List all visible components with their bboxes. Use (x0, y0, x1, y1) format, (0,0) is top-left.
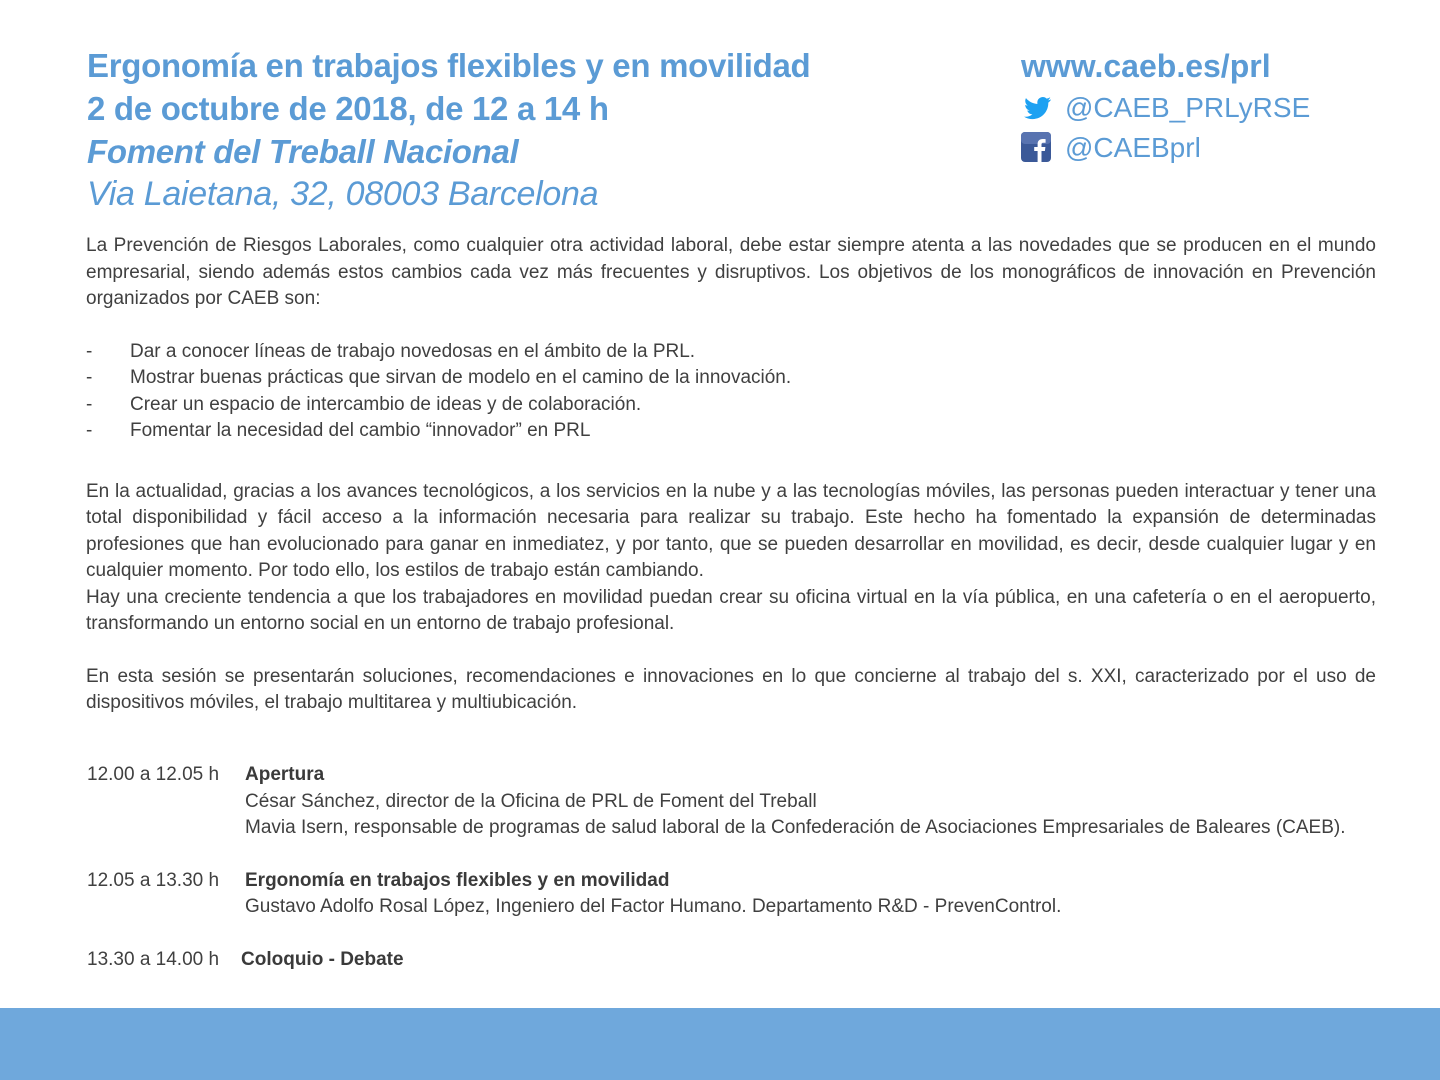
agenda-title: Ergonomía en trabajos flexibles y en movilidad (245, 869, 670, 891)
agenda (87, 762, 1417, 973)
footer-bar (0, 1008, 1440, 1080)
objective-text: Crear un espacio de intercambio de ideas y de colaboración. (130, 393, 642, 415)
event-header (87, 44, 987, 216)
event-venue: Foment del Treball Nacional (87, 133, 519, 170)
bullet-dash: - (86, 367, 93, 388)
facebook-icon (1021, 132, 1053, 164)
twitter-row[interactable] (1021, 88, 1421, 128)
bullet-dash: - (86, 420, 93, 441)
list-item (86, 418, 1376, 445)
event-address: Via Laietana, 32, 08003 Barcelona (87, 175, 599, 213)
agenda-title: Apertura (245, 764, 325, 785)
agenda-speaker: Mavia Isern, responsable de programas de salud laboral de la Confederación de Asociaciones Empresariales de Baleares (CAEB). (245, 817, 1346, 838)
facebook-handle: @CAEBprl (1065, 132, 1201, 163)
agenda-item (87, 947, 1417, 974)
event-title: Ergonomía en trabajos flexibles y en movilidad (87, 47, 811, 84)
trend-paragraph: Hay una creciente tendencia a que los trabajadores en movilidad puedan crear su oficina virtual en la vía pública, en una cafetería o en el aeropuerto, transformando un entorno social en un entorno de trabajo profesional. (86, 586, 1376, 634)
agenda-time: 12.00 a 12.05 h (87, 764, 220, 785)
bullet-dash: - (86, 340, 93, 362)
list-item (86, 365, 1376, 392)
intro-paragraph: La Prevención de Riesgos Laborales, como cualquier otra actividad laboral, debe estar siempre atenta a las novedades que se producen en el mundo empresarial, siendo además estos cambios cada vez más frecuentes y disruptivos. Los objetivos de los monográficos de innovación en Prevención organizados por CAEB son: (86, 235, 1376, 309)
website-link[interactable]: www.caeb.es/prl (1021, 48, 1271, 84)
list-item (86, 392, 1376, 419)
social-links (1021, 44, 1421, 168)
agenda-title: Coloquio - Debate (241, 948, 404, 970)
agenda-time: 12.05 a 13.30 h (87, 869, 220, 891)
twitter-handle: @CAEB_PRLyRSE (1065, 92, 1311, 123)
facebook-row[interactable] (1021, 128, 1421, 168)
agenda-time: 13.30 a 14.00 h (87, 948, 220, 970)
description-body (86, 233, 1376, 717)
context-paragraph: En la actualidad, gracias a los avances tecnológicos, a los servicios en la nube y a las tecnologías móviles, las personas pueden interactuar y tener una total disponibilidad y fácil acceso a la información necesaria para realizar su trabajo. Este hecho ha fomentado la expansión de determinadas profesiones que han evolucionado para ganar en inmediatez, y por tanto, que se pueden desarrollar en movilidad, es decir, desde cualquier lugar y en cualquier momento. Por todo ello, los estilos de trabajo están cambiando. (86, 480, 1376, 581)
agenda-speaker: Gustavo Adolfo Rosal López, Ingeniero del Factor Humano. Departamento R&D - PrevenControl. (245, 896, 1062, 917)
event-date: 2 de octubre de 2018, de 12 a 14 h (87, 90, 609, 127)
agenda-item (87, 762, 1417, 842)
objective-text: Fomentar la necesidad del cambio “innovador” en PRL (130, 420, 591, 441)
agenda-item (87, 868, 1417, 921)
session-paragraph: En esta sesión se presentarán soluciones, recomendaciones e innovaciones en lo que concierne al trabajo del s. XXI, caracterizado por el uso de dispositivos móviles, el trabajo multitarea y multiubicación. (86, 665, 1376, 713)
objective-text: Dar a conocer líneas de trabajo novedosas en el ámbito de la PRL. (130, 340, 696, 362)
objectives-list (86, 339, 1376, 445)
twitter-bird-icon (1021, 92, 1053, 124)
bullet-dash: - (86, 393, 93, 415)
list-item (86, 339, 1376, 366)
objective-text: Mostrar buenas prácticas que sirvan de modelo en el camino de la innovación. (130, 367, 792, 388)
agenda-speaker: César Sánchez, director de la Oficina de PRL de Foment del Treball (245, 790, 817, 812)
